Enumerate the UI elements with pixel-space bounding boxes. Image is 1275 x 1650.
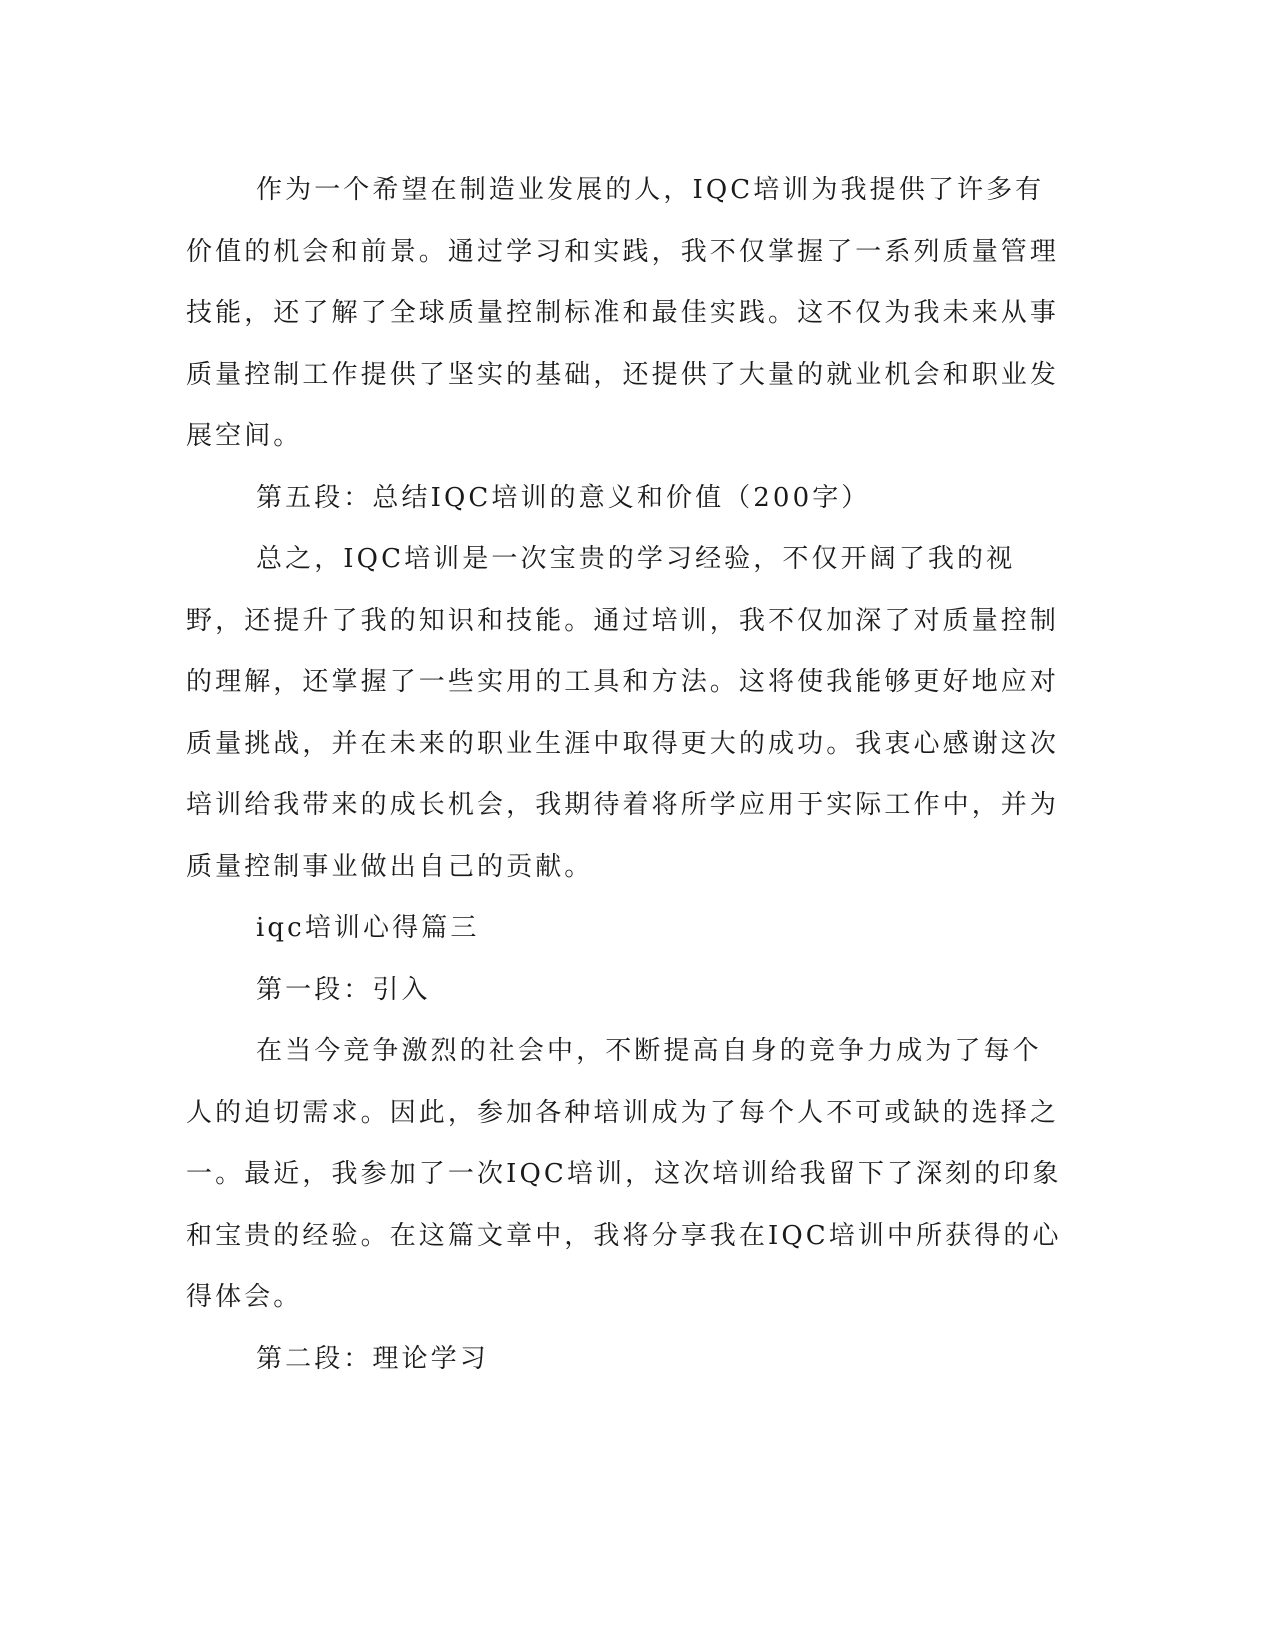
- paragraph-career-prospects: 作为一个希望在制造业发展的人，IQC培训为我提供了许多有价值的机会和前景。通过学习和实践，我不仅掌握了一系列质量管理技能，还了解了全球质量控制标准和最佳实践。这不仅为我未来从事质量控制工作提供了坚实的基础，还提供了大量的就业机会和职业发展空间。: [186, 175, 1060, 451]
- section-heading-part-two: 第二段：理论学习: [256, 1343, 489, 1374]
- document-body: [186, 160, 1066, 1390]
- paragraph-introduction: 在当今竞争激烈的社会中，不断提高自身的竞争力成为了每个人的迫切需求。因此，参加各种培训成为了每个人不可或缺的选择之一。最近，我参加了一次IQC培训，这次培训给我留下了深刻的印象和宝贵的经验。在这篇文章中，我将分享我在IQC培训中所获得的心得体会。: [186, 1036, 1062, 1312]
- paragraph-conclusion: 总之，IQC培训是一次宝贵的学习经验，不仅开阔了我的视野，还提升了我的知识和技能。通过培训，我不仅加深了对质量控制的理解，还掌握了一些实用的工具和方法。这将使我能够更好地应对质量挑战，并在未来的职业生涯中取得更大的成功。我衷心感谢这次培训给我带来的成长机会，我期待着将所学应用于实际工作中，并为质量控制事业做出自己的贡献。: [186, 544, 1060, 882]
- article-title-part-three: iqc培训心得篇三: [256, 913, 480, 943]
- section-heading-part-five: 第五段：总结IQC培训的意义和价值（200字）: [256, 482, 871, 513]
- section-heading-part-one: 第一段：引入: [256, 974, 431, 1005]
